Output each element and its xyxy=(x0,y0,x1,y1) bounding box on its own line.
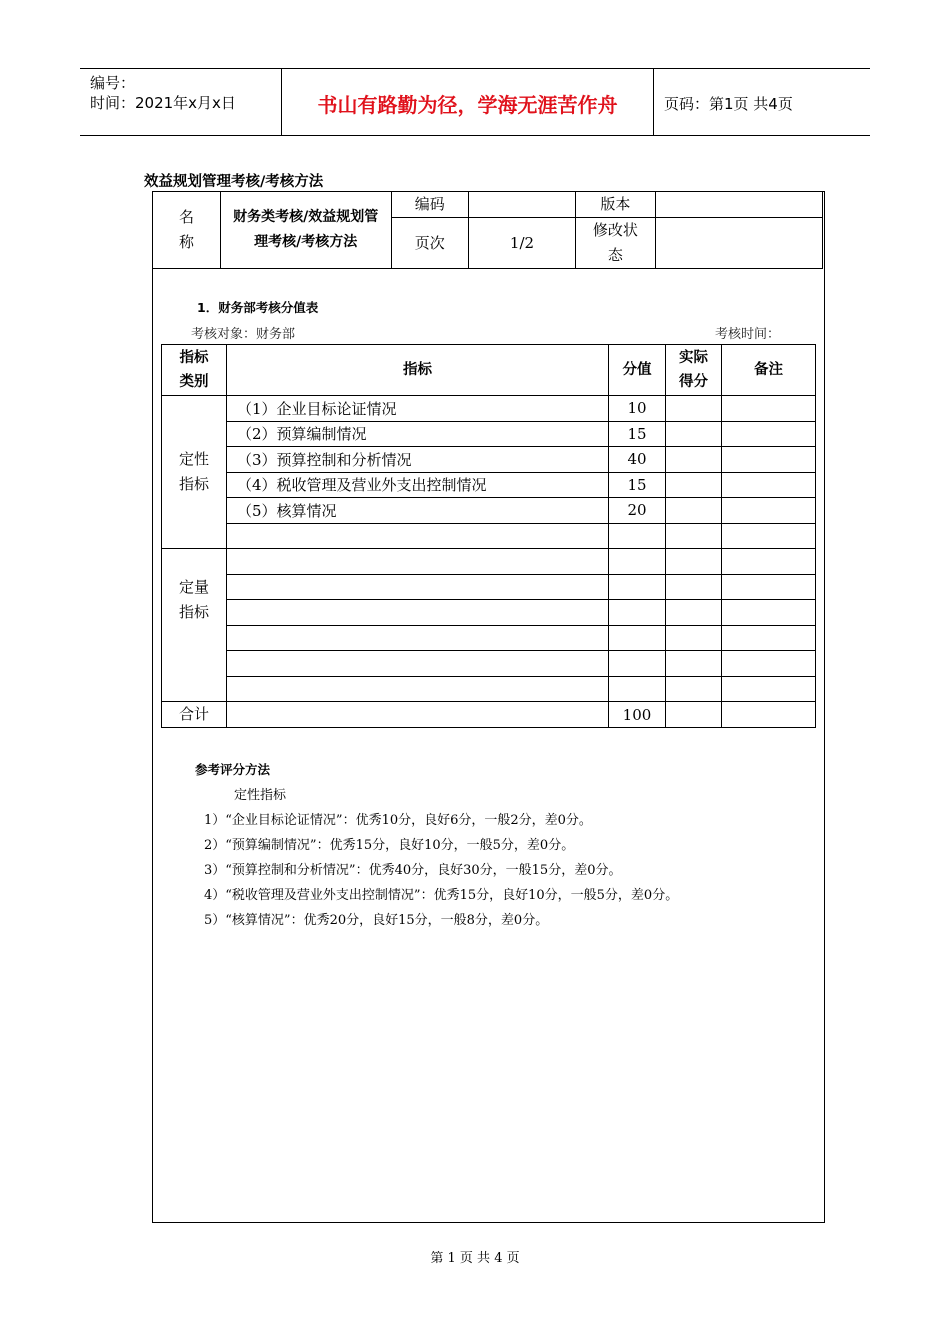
remark-cell xyxy=(722,574,816,600)
header-category: 指标类别 xyxy=(162,345,227,396)
score-cell: 15 xyxy=(609,472,666,498)
score-cell xyxy=(609,600,666,626)
actual-score-cell xyxy=(666,574,722,600)
header-actual-score: 实际得分 xyxy=(666,345,722,396)
actual-score-cell xyxy=(666,549,722,575)
table-row xyxy=(162,523,816,549)
actual-score-cell xyxy=(666,676,722,702)
qualitative-category: 定性指标 xyxy=(162,396,227,549)
page-footer: 第 1 页 共 4 页 xyxy=(430,1251,520,1266)
name-label: 名称 xyxy=(153,192,221,269)
page-header xyxy=(80,68,870,136)
total-label: 合计 xyxy=(162,702,227,728)
code-label: 编码 xyxy=(391,192,468,218)
name-value: 财务类考核/效益规划管理考核/考核方法 xyxy=(220,192,391,269)
indicator-cell xyxy=(227,574,609,600)
indicator-cell xyxy=(227,600,609,626)
table-row xyxy=(162,625,816,651)
remark-cell xyxy=(722,549,816,575)
indicator-cell: （5）核算情况 xyxy=(227,498,609,524)
actual-score-cell xyxy=(666,651,722,677)
actual-score-cell xyxy=(666,702,722,728)
header-indicator: 指标 xyxy=(227,345,609,396)
code-value xyxy=(468,192,575,218)
score-cell: 15 xyxy=(609,421,666,447)
indicator-cell xyxy=(227,676,609,702)
actual-score-cell xyxy=(666,472,722,498)
table-row xyxy=(162,447,816,473)
actual-score-cell xyxy=(666,625,722,651)
document-info-table xyxy=(152,191,823,269)
indicator-cell xyxy=(227,549,609,575)
indicator-cell: （4）税收管理及营业外支出控制情况 xyxy=(227,472,609,498)
indicator-cell: （1）企业目标论证情况 xyxy=(227,396,609,422)
score-cell xyxy=(609,523,666,549)
header-divider xyxy=(653,69,654,135)
indicator-cell: （2）预算编制情况 xyxy=(227,421,609,447)
reference-title: 参考评分方法 xyxy=(195,762,271,777)
remark-cell xyxy=(722,447,816,473)
reference-rule: 4）“税收管理及营业外支出控制情况”：优秀15分，良好10分，一般5分，差0分。 xyxy=(204,888,679,903)
header-number: 编号： xyxy=(90,74,136,92)
actual-score-cell xyxy=(666,396,722,422)
actual-score-cell xyxy=(666,421,722,447)
table-row xyxy=(162,472,816,498)
score-cell xyxy=(609,625,666,651)
exam-time: 考核时间： xyxy=(714,327,780,342)
header-time: 时间：2021年x月x日 xyxy=(90,94,236,112)
table-row xyxy=(162,600,816,626)
remark-cell xyxy=(722,676,816,702)
document-frame xyxy=(152,191,825,1223)
remark-cell xyxy=(722,651,816,677)
indicator-cell xyxy=(227,625,609,651)
header-score: 分值 xyxy=(609,345,666,396)
table-row xyxy=(162,676,816,702)
indicator-cell xyxy=(227,523,609,549)
score-cell: 10 xyxy=(609,396,666,422)
page-value: 1/2 xyxy=(468,218,575,269)
actual-score-cell xyxy=(666,498,722,524)
remark-cell xyxy=(722,702,816,728)
header-meta xyxy=(90,73,236,113)
score-cell xyxy=(609,676,666,702)
reference-rule: 1）“企业目标论证情况”：优秀10分，良好6分，一般2分，差0分。 xyxy=(204,813,592,828)
total-row xyxy=(162,702,816,728)
header-page-info: 页码：第1页 共4页 xyxy=(664,95,793,113)
score-cell xyxy=(609,574,666,600)
revision-label: 修改状态 xyxy=(576,218,656,269)
remark-cell xyxy=(722,523,816,549)
version-value xyxy=(655,192,822,218)
version-label: 版本 xyxy=(576,192,656,218)
page-label: 页次 xyxy=(391,218,468,269)
remark-cell xyxy=(722,600,816,626)
score-table-header xyxy=(162,345,816,396)
table-row xyxy=(162,396,816,422)
actual-score-cell xyxy=(666,600,722,626)
remark-cell xyxy=(722,498,816,524)
revision-value xyxy=(655,218,822,269)
score-cell xyxy=(609,549,666,575)
reference-subtitle: 定性指标 xyxy=(234,788,287,803)
section-title: 1．财务部考核分值表 xyxy=(197,300,319,315)
table-row xyxy=(162,421,816,447)
actual-score-cell xyxy=(666,447,722,473)
actual-score-cell xyxy=(666,523,722,549)
score-cell xyxy=(609,651,666,677)
score-table xyxy=(161,344,816,728)
score-cell: 40 xyxy=(609,447,666,473)
score-cell: 20 xyxy=(609,498,666,524)
indicator-cell xyxy=(227,651,609,677)
remark-cell xyxy=(722,625,816,651)
reference-rule: 3）“预算控制和分析情况”：优秀40分，良好30分，一般15分，差0分。 xyxy=(204,863,622,878)
indicator-cell xyxy=(227,702,609,728)
remark-cell xyxy=(722,472,816,498)
remark-cell xyxy=(722,396,816,422)
exam-subject: 考核对象：财务部 xyxy=(191,327,296,342)
reference-rule: 5）“核算情况”：优秀20分，良好15分，一般8分，差0分。 xyxy=(204,913,549,928)
table-row xyxy=(162,651,816,677)
table-row xyxy=(162,498,816,524)
indicator-cell: （3）预算控制和分析情况 xyxy=(227,447,609,473)
document-title: 效益规划管理考核/考核方法 xyxy=(144,174,324,190)
reference-rule: 2）“预算编制情况”：优秀15分，良好10分，一般5分，差0分。 xyxy=(204,838,575,853)
header-motto: 书山有路勤为径，学海无涯苦作舟 xyxy=(317,93,618,117)
table-row xyxy=(162,549,816,575)
quantitative-category: 定量指标 xyxy=(162,549,227,702)
table-row xyxy=(162,574,816,600)
remark-cell xyxy=(722,421,816,447)
header-remark: 备注 xyxy=(722,345,816,396)
total-score: 100 xyxy=(609,702,666,728)
